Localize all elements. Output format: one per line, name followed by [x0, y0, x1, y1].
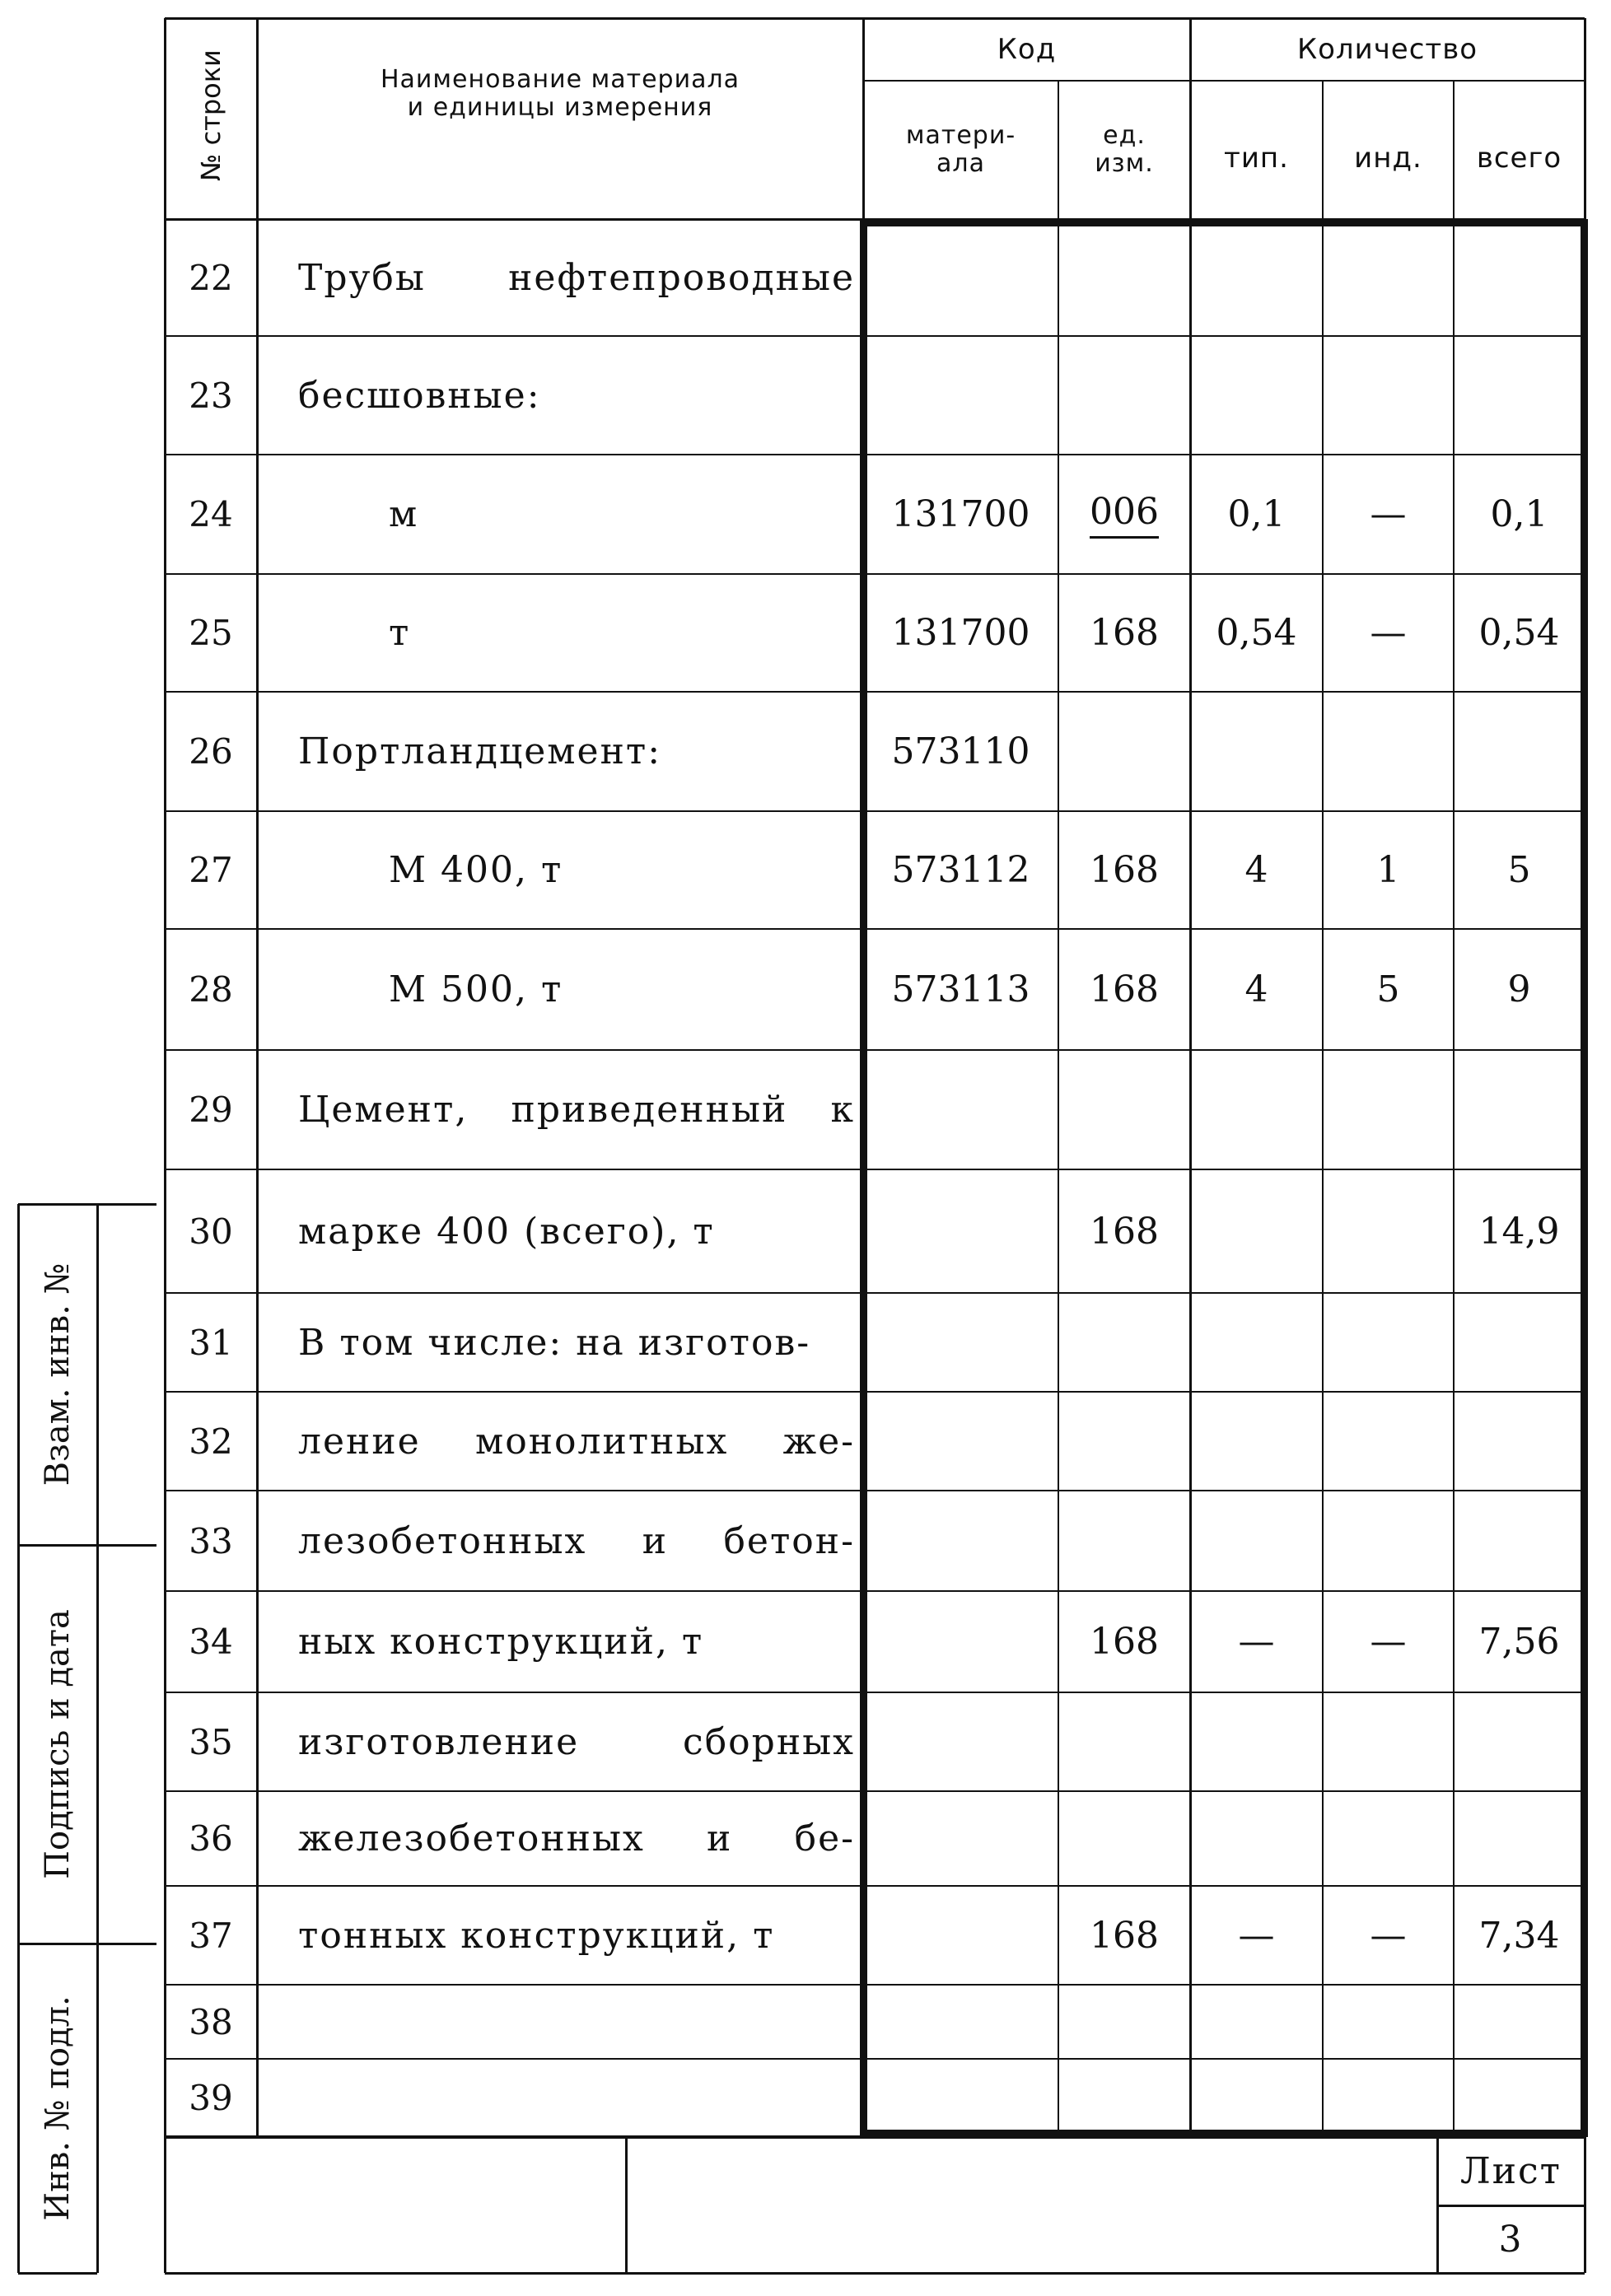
name-word: железобетонных — [298, 1818, 645, 1860]
header-material-name: Наименование материала и единицы измерения — [380, 65, 740, 122]
row-number: 33 — [189, 1520, 233, 1561]
row-number: 30 — [189, 1211, 233, 1252]
material-name: М 500, т — [389, 968, 563, 1010]
material-code: 131700 — [891, 612, 1030, 654]
qty-typical — [1190, 219, 1323, 336]
qty-individual — [1323, 2059, 1454, 2137]
sheet-label: Лист — [1459, 2150, 1562, 2192]
row-number: 27 — [189, 850, 233, 890]
qty-typical — [1190, 1169, 1323, 1293]
row-number: 29 — [189, 1090, 233, 1130]
qty-typical — [1190, 1491, 1323, 1591]
material-code — [863, 1886, 1058, 1985]
qty-typical: 4 — [1244, 968, 1268, 1010]
qty-individual — [1323, 1692, 1454, 1791]
qty-typical — [1190, 1392, 1323, 1491]
name-word: и — [707, 1818, 733, 1860]
qty-individual: — — [1370, 1914, 1407, 1957]
unit-code: 168 — [1090, 968, 1159, 1010]
qty-total: 0,1 — [1490, 493, 1548, 535]
name-word: и — [642, 1519, 669, 1562]
qty-typical — [1190, 1050, 1323, 1169]
material-code — [863, 219, 1058, 336]
qty-typical: — — [1238, 1914, 1275, 1957]
row-number: 24 — [189, 494, 233, 534]
qty-individual: — — [1370, 612, 1407, 654]
material-name — [298, 1985, 855, 2059]
material-name — [298, 1392, 855, 1491]
material-name: ных конструкций, т — [298, 1621, 704, 1663]
material-name — [298, 219, 855, 336]
row-number: 36 — [189, 1818, 233, 1859]
row-number: 34 — [189, 1622, 233, 1662]
name-word: Трубы — [298, 256, 426, 299]
material-name: тонных конструкций, т — [298, 1914, 775, 1957]
qty-individual — [1323, 1491, 1454, 1591]
material-name: бесшовные: — [298, 374, 541, 417]
material-name: марке 400 (всего), т — [298, 1210, 715, 1253]
unit-code — [1058, 1692, 1190, 1791]
stamp-replacement-inv: Взам. инв. № — [39, 1262, 77, 1486]
row-number: 39 — [189, 2078, 233, 2118]
qty-total — [1454, 336, 1585, 455]
name-word: же- — [782, 1420, 855, 1463]
qty-individual: 1 — [1376, 849, 1400, 891]
material-name — [298, 1491, 855, 1591]
qty-typical: 0,54 — [1216, 612, 1297, 654]
unit-code — [1058, 2059, 1190, 2137]
material-code — [863, 1692, 1058, 1791]
unit-code — [1058, 1293, 1190, 1392]
qty-total: 7,34 — [1478, 1914, 1560, 1957]
material-code — [863, 1791, 1058, 1886]
qty-individual: — — [1370, 1621, 1407, 1663]
unit-code — [1058, 1791, 1190, 1886]
qty-individual — [1323, 1050, 1454, 1169]
qty-individual — [1323, 692, 1454, 811]
qty-total — [1454, 1392, 1585, 1491]
qty-total: 5 — [1507, 849, 1531, 891]
header-qty-individual: инд. — [1354, 142, 1422, 175]
unit-code: 168 — [1090, 849, 1159, 891]
name-word: монолитных — [474, 1420, 729, 1463]
material-name: т — [389, 612, 411, 654]
qty-typical: 4 — [1244, 849, 1268, 891]
row-number: 37 — [189, 1915, 233, 1956]
material-code — [863, 336, 1058, 455]
qty-typical — [1190, 1293, 1323, 1392]
qty-individual: — — [1370, 493, 1407, 535]
qty-total — [1454, 2059, 1585, 2137]
material-code — [863, 1491, 1058, 1591]
row-number: 26 — [189, 731, 233, 772]
qty-individual: 5 — [1376, 968, 1400, 1010]
qty-total: 7,56 — [1478, 1621, 1560, 1663]
stamp-original-inv: Инв. № подл. — [39, 1995, 77, 2221]
unit-code — [1058, 1985, 1190, 2059]
qty-typical: 0,1 — [1227, 493, 1286, 535]
material-code: 131700 — [891, 493, 1030, 535]
qty-typical — [1190, 2059, 1323, 2137]
qty-individual — [1323, 1169, 1454, 1293]
row-number: 31 — [189, 1322, 233, 1363]
qty-total — [1454, 1050, 1585, 1169]
name-word: к — [830, 1089, 855, 1131]
row-number: 32 — [189, 1421, 233, 1462]
qty-individual — [1323, 336, 1454, 455]
header-code-material: матери- ала — [905, 121, 1016, 178]
unit-code — [1058, 692, 1190, 811]
name-word: Цемент, — [298, 1089, 469, 1131]
material-code — [863, 1392, 1058, 1491]
header-code-unit: ед. изм. — [1095, 121, 1154, 178]
header-qty-typical: тип. — [1224, 142, 1289, 175]
material-code — [863, 1293, 1058, 1392]
unit-code: 168 — [1090, 612, 1159, 654]
qty-typical — [1190, 1791, 1323, 1886]
qty-individual — [1323, 219, 1454, 336]
material-code — [863, 1985, 1058, 2059]
material-code — [863, 1169, 1058, 1293]
unit-code: 168 — [1090, 1914, 1159, 1957]
name-word: бе- — [794, 1818, 855, 1860]
qty-total: 14,9 — [1478, 1210, 1560, 1253]
footer-bottom-border — [165, 2272, 1585, 2275]
material-name — [298, 1791, 855, 1886]
qty-individual — [1323, 1791, 1454, 1886]
qty-typical — [1190, 336, 1323, 455]
unit-code — [1058, 219, 1190, 336]
row-number: 35 — [189, 1721, 233, 1762]
table-bottom-border — [165, 2135, 1585, 2139]
qty-total — [1454, 1692, 1585, 1791]
row-number: 25 — [189, 613, 233, 653]
material-code — [863, 2059, 1058, 2137]
qty-individual — [1323, 1392, 1454, 1491]
material-name — [298, 2059, 855, 2137]
material-name: Портландцемент: — [298, 730, 662, 772]
header-quantity-group: Количество — [1296, 33, 1478, 66]
qty-total — [1454, 1985, 1585, 2059]
header-qty-total: всего — [1476, 142, 1562, 175]
name-word: нефтепроводные — [508, 256, 855, 299]
qty-typical: — — [1238, 1621, 1275, 1663]
stamp-signature-date: Подпись и дата — [39, 1609, 77, 1879]
material-code: 573112 — [891, 849, 1030, 891]
material-code — [863, 1050, 1058, 1169]
header-row-number: № строки — [195, 49, 226, 181]
unit-code — [1058, 455, 1190, 574]
row-number: 23 — [189, 375, 233, 416]
name-word: бетон- — [723, 1519, 855, 1562]
material-name: В том числе: на изготов- — [298, 1321, 811, 1364]
qty-individual — [1323, 1293, 1454, 1392]
qty-individual — [1323, 1985, 1454, 2059]
name-word: приведенный — [511, 1089, 788, 1131]
qty-total: 0,54 — [1478, 612, 1560, 654]
material-code: 573110 — [891, 730, 1030, 772]
unit-code: 168 — [1090, 1210, 1159, 1253]
qty-total — [1454, 1491, 1585, 1591]
qty-typical — [1190, 1692, 1323, 1791]
material-code — [863, 1591, 1058, 1692]
name-word: сборных — [683, 1720, 855, 1763]
name-word: ление — [298, 1420, 421, 1463]
row-number: 22 — [189, 257, 233, 298]
material-name: М 400, т — [389, 849, 563, 891]
unit-code — [1058, 1050, 1190, 1169]
material-name: м — [389, 493, 419, 535]
footer-divider — [625, 2137, 628, 2273]
qty-total — [1454, 1293, 1585, 1392]
material-name — [298, 1692, 855, 1791]
unit-code — [1058, 336, 1190, 455]
unit-code — [1058, 1392, 1190, 1491]
name-word: лезобетонных — [298, 1519, 587, 1562]
material-name — [298, 1050, 855, 1169]
row-number: 38 — [189, 2001, 233, 2042]
qty-total — [1454, 1791, 1585, 1886]
row-number: 28 — [189, 969, 233, 1010]
name-word: изготовление — [298, 1720, 580, 1763]
sheet-number: 3 — [1498, 2218, 1524, 2261]
qty-typical — [1190, 692, 1323, 811]
qty-typical — [1190, 1985, 1323, 2059]
material-code: 573113 — [891, 968, 1030, 1010]
qty-total: 9 — [1507, 968, 1531, 1010]
qty-total — [1454, 219, 1585, 336]
header-code-group: Код — [997, 33, 1057, 66]
unit-code — [1058, 1491, 1190, 1591]
unit-code: 168 — [1090, 1621, 1159, 1663]
unit-code-underlined: 006 — [1090, 491, 1159, 539]
qty-total — [1454, 692, 1585, 811]
